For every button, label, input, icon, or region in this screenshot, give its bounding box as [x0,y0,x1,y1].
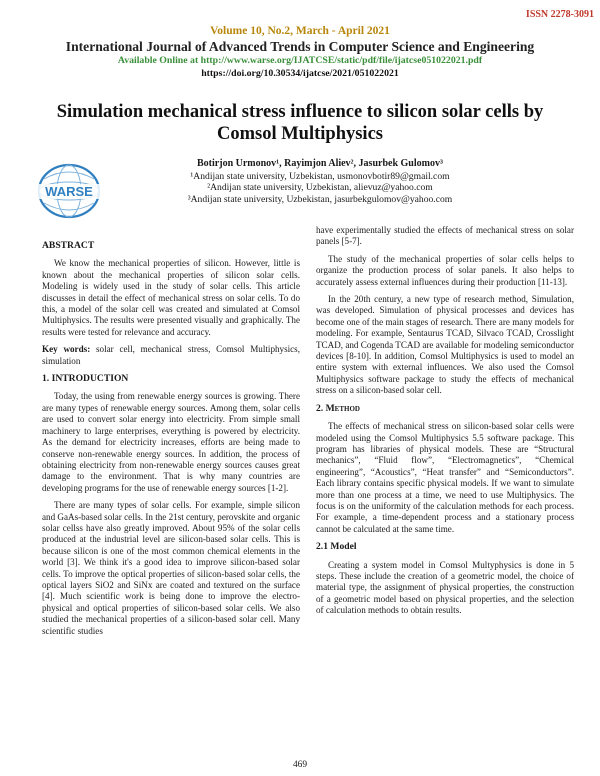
affiliation-3: ³Andijan state university, Uzbekistan, jasurbekgulomov@yahoo.com [187,193,453,205]
keywords [42,344,300,367]
keywords-text: solar cell, mechanical stress, Comsol Multiphysics, simulation [42,344,300,366]
journal-title: International Journal of Advanced Trends in Computer Science and Engineering [65,39,535,54]
author-block [140,158,500,205]
method-heading [316,403,574,414]
warse-logo [30,159,108,227]
method-heading-number: 2. [316,402,324,414]
page-number: 469 [292,760,308,770]
intro-paragraph-2: There are many types of solar cells. For example, simple silicon and GaAs-based solar cells. In the 21st century, perovskite and organic solar cellss have also greatly improved. About 95% of the solar cells produced at the industrial level are silicon-based solar cells. This is because silicon is one of the most common chemical elements in the world [3]. We think it's a good idea to improve silicon-based solar cells. To improve the optical properties of silicon-based solar cells, the optical layers SiO2 and SiNx are coated and textured on the surface [4]. Much scientific work is being done to improve the electro-physical and optical properties of silicon-based solar cells. We also studied the mechanical properties of a silicon-based solar cell. Many scientific studies [42,500,300,636]
model-paragraph-1: Creating a system model in Comsol Multyphysics is done in 5 steps. These include the creation of a geometric model, the choice of material type, the assignment of physical properties, the construction of a geometric model based on physical properties, and the selection of calculation methods to obtain results. [316,559,574,616]
intro-paragraph-1: Today, the using from renewable energy sources is growing. There are many types of renewable energy sources. Among them, solar cells are used to convert solar energy into electricity. From simple small machinery to large enterprises, everything is powered by electricity. As the demand for electricity increases, efforts are being made to conserve non-renewable energy sources. In addition, the process of obtaining electricity from non-renewable energy sources causes great damage to the environment. That is why many countries are developing programs for the use of renewable energy sources [1-2]. [42,391,300,493]
left-column [42,236,300,643]
affiliation-2: ²Andijan state university, Uzbekistan, alievuz@yahoo.com [207,182,433,194]
right-column [316,225,574,623]
doi-link[interactable]: https://doi.org/10.30534/ijatcse/2021/051022021 [201,68,399,79]
paper-title: Simulation mechanical stress influence to silicon solar cells by Comsol Multiphysics [56,102,544,144]
intro-paragraph-3: The study of the mechanical properties of solar cells helps to organize the production process of solar panels. It also helps to accurately assess external influences during their production [11-13]. [316,253,574,287]
volume-line: Volume 10, No.2, March - April 2021 [210,25,390,37]
abstract-text: We know the mechanical properties of silicon. However, little is known about the mechanical properties of silicon solar cells. Modeling is widely used in the study of solar cells. This article discusses in detail the effect of mechanical stress on solar cells. To do this, a model of the solar cell was created and simulated at Comsol Multiphysics. The results were presented visually and graphically. The results were tested for relevance and accuracy. [42,258,300,337]
intro-heading: 1. INTRODUCTION [42,373,129,385]
warse-globe-logo-icon [30,159,108,227]
logo-text: WARSE [45,184,93,199]
intro-paragraph-2-cont: have experimentally studied the effects of mechanical stress on solar panels [5-7]. [316,225,574,247]
issn-label: ISSN 2278-3091 [525,9,594,20]
abstract-heading: ABSTRACT [42,240,95,251]
author-names: Botirjon Urmonov¹, Rayimjon Aliev², Jasurbek Gulomov³ [197,158,443,169]
method-paragraph-1: The effects of mechanical stress on silicon-based solar cells were modeled using the Comsol Multiphysics 5.5 software package. This program has libraries of physical models. These are “Structural mechanics”, “Fluid flow”, “Electromagnetics”, “Chemical engineering”, “Acoustics”, “Heat transfer” and “Semiconductors”. Each library contains specific physical models. If we want to simulate more than one process at a time, we need to use Multiphysics. The focus is on the uniformity of the calculation methods for each process. For example, a time-dependent process and a stationary process cannot be calculated at the same time. [316,421,574,534]
intro-paragraph-4: In the 20th century, a new type of research method, Simulation, was developed. Simulation of physical processes and devices has become one of the main stages of research. There are many models for modeling. For example, Sentaurus TCAD, Silvaco TCAD, Crosslight TCAD, and Cogenda TCAD are available for modeling semiconductor devices [8-10]. In addition, Comsol Multiphysics is used to model an entire system with external influences. We also used the Comsol Multiphysics software package to study the effects of mechanical stress on a silicon-based solar cell. [316,294,574,396]
available-online-link[interactable]: Available Online at http://www.warse.org/IJATCSE/static/pdf/file/ijatcse051022021.pdf [117,55,483,66]
model-heading: 2.1 Model [316,541,357,553]
method-heading-text: Method [325,402,360,414]
affiliation-1: ¹Andijan state university, Uzbekistan, usmonovbotir89@gmail.com [190,170,450,182]
keywords-label: Key words: [42,344,91,355]
